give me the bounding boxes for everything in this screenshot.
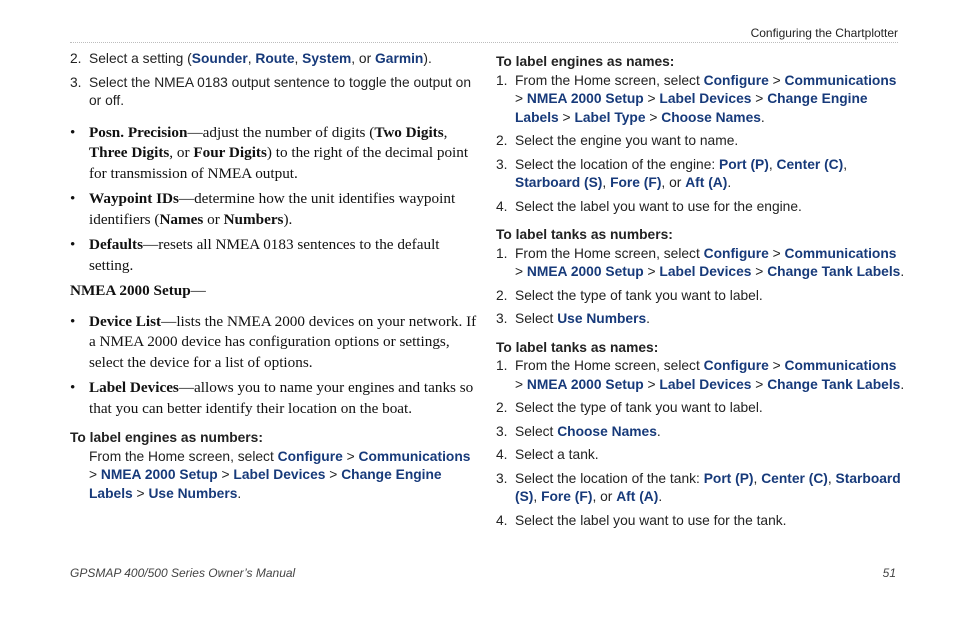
engines-names-step-3: 3. Select the location of the engine: Port (P), Center (C), Starboard (S), Fore (F), or Aft (A). (496, 156, 848, 190)
tanks-names-step-3: 3. Select Choose Names. (496, 423, 661, 439)
running-head: Configuring the Chartplotter (750, 26, 898, 40)
tanks-names-step-6: 4. Select the label you want to use for the tank. (496, 512, 787, 528)
step-3-toggle-output: 3. Select the NMEA 0183 output sentence to toggle the output on or off. (70, 74, 471, 108)
link-route: Route (255, 51, 295, 66)
label-engines-numbers-body: From the Home screen, select Configure > Communications > NMEA 2000 Setup > Label Devices > Change Engine Labels > Use Numbers. (89, 448, 471, 501)
tanks-names-step-4: 4. Select a tank. (496, 447, 599, 462)
footer-page-number: 51 (882, 566, 896, 580)
bullet-defaults: • Defaults—resets all NMEA 0183 sentences to the default setting. (70, 236, 440, 274)
tanks-names-step-1: 1. From the Home screen, select Configure > Communications > NMEA 2000 Setup > Label Devices > Change Tank Labels. (496, 358, 905, 392)
footer-manual-title: GPSMAP 400/500 Series Owner’s Manual (70, 566, 296, 580)
step-2-select-setting: 2. Select a setting (Sounder, Route, System, or Garmin). (70, 51, 432, 66)
right-column (496, 53, 906, 535)
heading-label-engines-names: To label engines as names: (496, 54, 675, 69)
bullet-label-devices: • Label Devices—allows you to name your engines and tanks so that you can better identify their location on the boat. (70, 379, 474, 417)
heading-label-engines-numbers: To label engines as numbers: (70, 430, 263, 445)
engines-names-step-4: 4. Select the label you want to use for the engine. (496, 198, 802, 214)
heading-label-tanks-numbers: To label tanks as numbers: (496, 227, 673, 242)
link-garmin: Garmin (375, 51, 424, 66)
tanks-numbers-step-2: 2. Select the type of tank you want to label. (496, 287, 763, 303)
tanks-names-step-2: 2. Select the type of tank you want to label. (496, 400, 763, 415)
tanks-numbers-step-1: 1. From the Home screen, select Configure > Communications > NMEA 2000 Setup > Label Devices > Change Tank Labels. (496, 245, 905, 279)
link-sounder: Sounder (191, 51, 248, 66)
bullet-posn-precision: • Posn. Precision—adjust the number of digits (Two Digits, Three Digits, or Four Digits) to the right of the decimal point for transmission of NMEA output. (70, 123, 469, 182)
engines-names-step-1: 1. From the Home screen, select Configure > Communications > NMEA 2000 Setup > Label Devices > Change Engine Labels > Label Type > Choose Names. (496, 72, 897, 125)
tanks-names-step-5: 3. Select the location of the tank: Port (P), Center (C), Starboard (S), Fore (F), or Aft (A). (496, 470, 901, 504)
engines-names-step-2: 2. Select the engine you want to name. (496, 133, 739, 148)
header-divider (70, 42, 898, 43)
nmea-2000-setup-label: NMEA 2000 Setup— (70, 282, 206, 299)
bullet-waypoint-ids: • Waypoint IDs—determine how the unit identifies waypoint identifiers (Names or Numbers). (70, 190, 456, 228)
heading-label-tanks-names: To label tanks as names: (496, 339, 659, 355)
tanks-numbers-step-3: 3. Select Use Numbers. (496, 311, 650, 326)
link-system: System (302, 51, 352, 66)
bullet-device-list: • Device List—lists the NMEA 2000 devices on your network. If a NMEA 2000 device has configuration options or settings, select the device for a list of options. (70, 312, 477, 371)
left-column (70, 50, 480, 503)
